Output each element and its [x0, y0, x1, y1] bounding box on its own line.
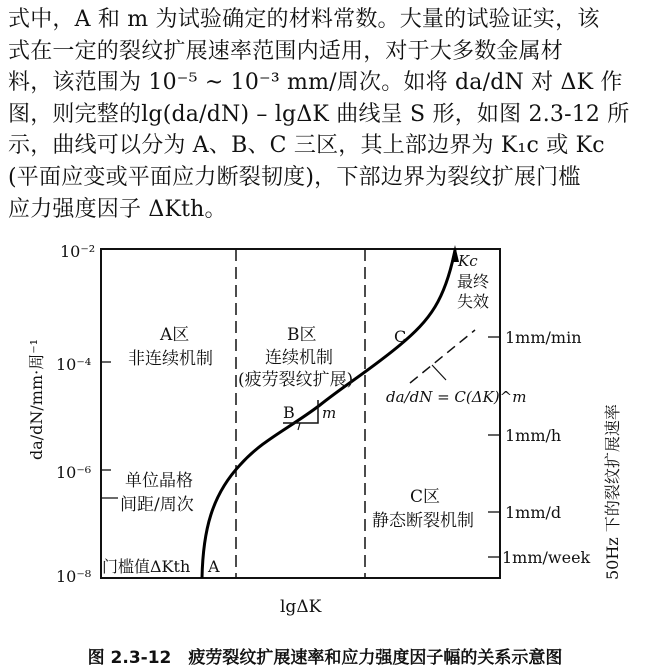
text-line: 示，曲线可以分为 A、B、C 三区，其上部边界为 K₁c 或 Kc [8, 133, 605, 159]
extrapolation-line [410, 330, 475, 383]
y-tick-1e-4: 10⁻⁴ [56, 355, 92, 374]
y-tick-1e-6: 10⁻⁶ [56, 463, 92, 482]
right-tick-min: 1mm/min [505, 328, 582, 347]
text-line: 图，则完整的lg(da/dN) – lgΔK 曲线呈 S 形，如图 2.3-12 所 [8, 101, 630, 127]
zone-a-title: A区 [160, 325, 190, 345]
point-b: B [283, 403, 295, 422]
threshold-label: 门槛值ΔKth [102, 557, 191, 576]
kc-label: Kc [458, 252, 478, 270]
lattice-label-1: 单位晶格 [125, 471, 193, 491]
failure-label-1: 最终 [457, 272, 490, 291]
figure-caption: 图 2.3-12 疲劳裂纹扩展速率和应力强度因子幅的关系示意图 [87, 648, 563, 668]
point-c: C [394, 327, 407, 346]
zone-c-title: C区 [410, 487, 441, 507]
y-tick-1e-8: 10⁻⁸ [56, 567, 92, 586]
text-line: 式中，A 和 m 为试验确定的材料常数。大量的试验证实，该 [8, 7, 600, 32]
paris-law-formula: da/dN = C(ΔK)^m [386, 388, 527, 406]
right-axis-label: 50Hz 下的裂纹扩展速率 [603, 404, 622, 580]
right-tick-d: 1mm/d [505, 503, 562, 522]
left-ticks [101, 362, 118, 498]
right-tick-week: 1mm/week [502, 548, 591, 567]
lattice-label-2: 间距/周次 [120, 495, 194, 515]
slope-label: m [322, 404, 337, 422]
point-a: A [208, 557, 220, 576]
failure-label-2: 失效 [457, 292, 490, 311]
y-axis-label: da/dN/mm·周⁻¹ [27, 338, 46, 460]
right-tick-h: 1mm/h [505, 426, 562, 445]
zone-b-title: B区 [287, 325, 317, 345]
text-line: (平面应变或平面应力断裂韧度)，下部边界为裂纹扩展门槛 [8, 164, 581, 190]
right-ticks [488, 337, 500, 557]
text-line: 应力强度因子 ΔKth。 [8, 196, 227, 222]
x-axis-label: lgΔK [280, 597, 322, 617]
zone-a-desc: 非连续机制 [128, 349, 213, 369]
zone-c-desc: 静态断裂机制 [372, 511, 474, 531]
text-line: 式在一定的裂纹扩展速率范围内适用，对于大多数金属材 [8, 38, 564, 64]
text-line: 料，该范围为 10⁻⁵ ~ 10⁻³ mm/周次。如将 da/dN 对 ΔK 作 [8, 70, 623, 96]
y-tick-1e-2: 10⁻² [60, 242, 96, 261]
zone-b-desc2: (疲劳裂纹扩展) [238, 370, 354, 390]
zone-b-desc: 连续机制 [265, 348, 333, 368]
